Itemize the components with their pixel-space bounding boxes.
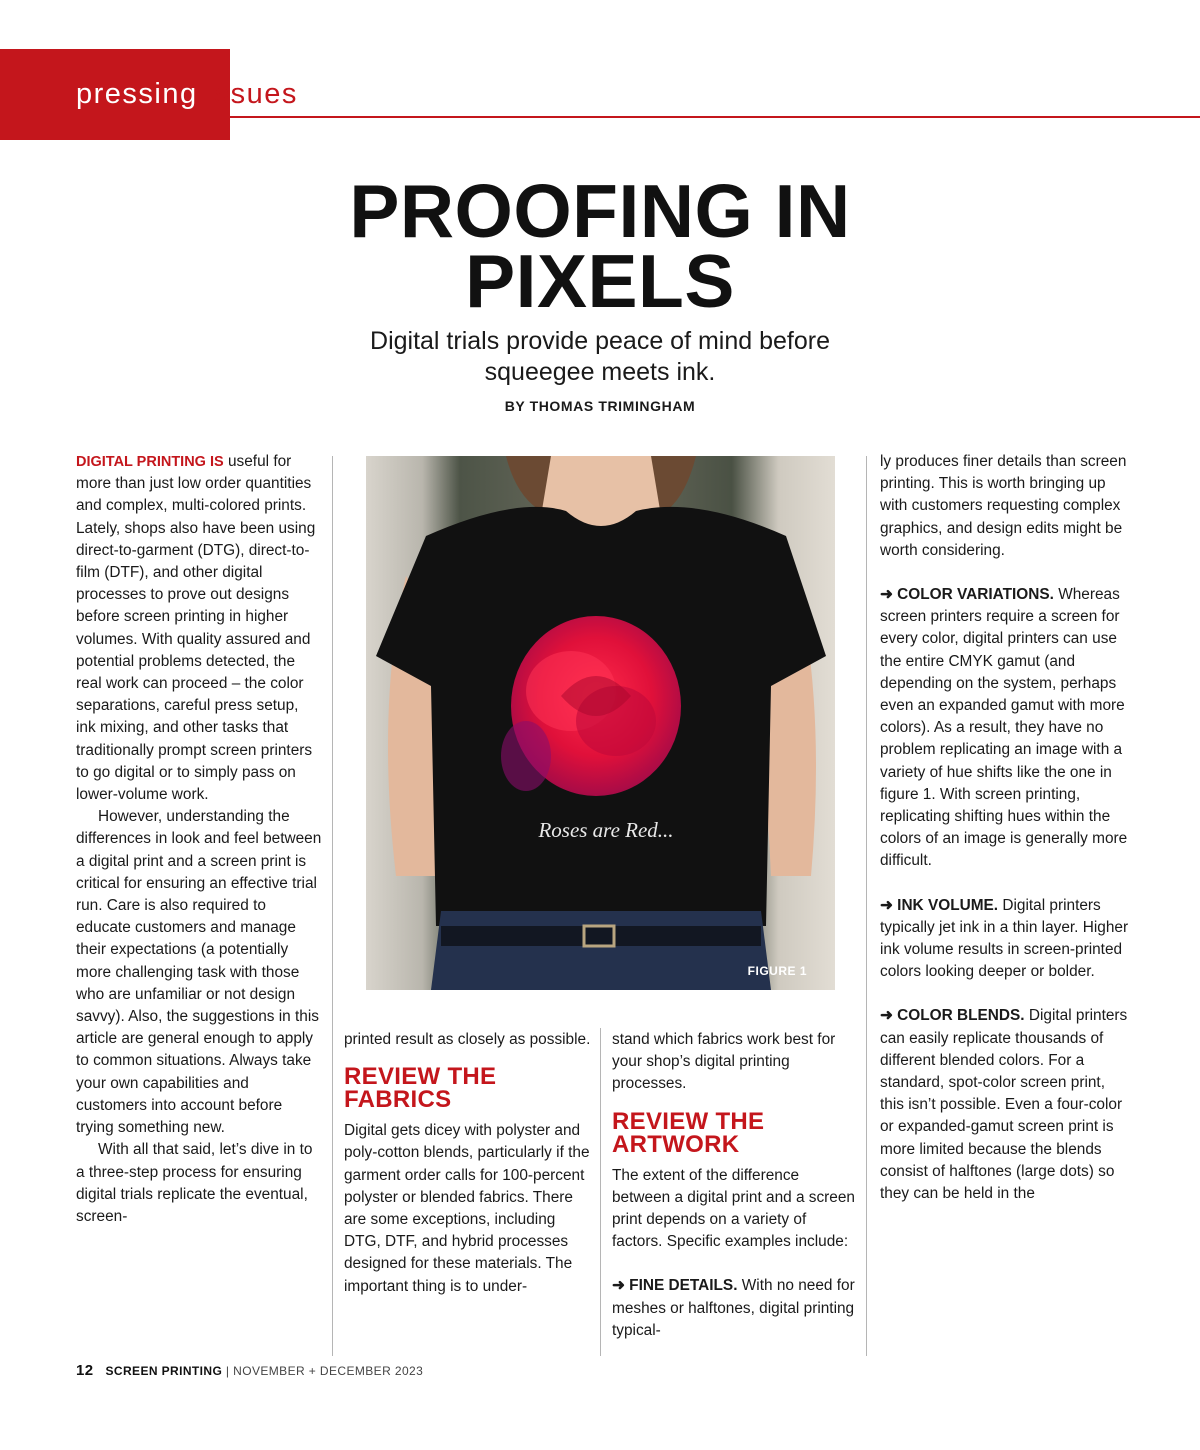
bullet-heading: ➜ COLOR VARIATIONS. [880,586,1054,604]
deck-line-1: Digital trials provide peace of mind before [370,327,830,355]
body-paragraph: With all that said, let’s dive in to a three-step process for ensuring digital trials replicate the eventual, screen- [76,1141,313,1225]
section-rule [0,116,1200,118]
lead-in: DIGITAL PRINTING IS [76,454,224,470]
body-paragraph [76,451,322,806]
article-deck [0,326,1200,388]
page-number: 12 [76,1362,94,1379]
column-divider-2 [600,1028,601,1356]
column-1 [76,451,322,1228]
paragraph-text: useful for more than just low order quantities and complex, multi-colored prints. Lately, shops also have been using direct-to-garment (DTG), direct-to-film (DTF), and other digital processes to prove out designs before screen printing in higher volumes. With quality assured and potential problems detected, the real work can proceed – the color separations, careful press setup, ink mixing, and other tasks that traditionally prompt screen printers to go digital or to simply pass on lower-volume work. [76,453,316,804]
body-paragraph: However, understanding the differences in look and feel between a digital print and a screen print is critical for ensuring an effective trial run. Care is also required to educate customers and manage their expectations (a potentially more challenging task with those who are unfamiliar or not design savvy). Also, the suggestions in this article are general enough to apply to common situations. Always take your own capabilities and customers into account before trying something new. [76,808,322,1137]
subhead-review-fabrics: REVIEW THE FABRICS [344,1063,497,1114]
byline: BY THOMAS TRIMINGHAM [504,398,696,414]
bullet-color-variations [880,584,1130,873]
section-word-1: pressing [76,78,198,110]
body-paragraph: Digital gets dicey with polyster and poly-cotton blends, particularly if the garment order calls for 100-percent polyster or blended fabrics. There are some exceptions, including DTG, DTF, and hybrid processes designed for these materials. The important thing is to under- [344,1122,590,1295]
figure-1-photo [366,456,835,990]
bullet-heading: ➜ INK VOLUME. [880,896,999,914]
bullet-text: Digital printers typically jet ink in a thin layer. Higher ink volume results in screen-printed colors looking deeper or bolder. [880,896,1129,981]
figure-label: FIGURE 1 [747,964,807,978]
shirt-print-text: Roses are Red... [538,818,674,842]
section-word-2: issues [206,78,298,110]
headline-line-2: PIXELS [465,239,735,323]
magazine-name: SCREEN PRINTING [105,1364,223,1378]
bullet-fine-details [612,1275,860,1342]
body-paragraph: The extent of the difference between a digital print and a screen print depends on a variety of factors. Specific examples include: [612,1166,855,1251]
bullet-heading: ➜ COLOR BLENDS. [880,1007,1025,1025]
section-label [76,76,298,112]
bullet-color-blends [880,1005,1130,1205]
column-divider-1 [332,456,333,1356]
body-paragraph: stand which fabrics work best for your shop’s digital printing processes. [612,1031,836,1093]
article-headline [0,169,1200,323]
bullet-text: With no need for meshes or halftones, digital printing typical- [612,1277,855,1339]
column-2 [344,1029,592,1298]
body-paragraph: ly produces finer details than screen printing. This is worth bringing up with customers requesting complex graphics, and design edits might be worth considering. [880,453,1127,559]
headline-line-1: PROOFING IN [349,169,851,253]
column-3 [612,1029,860,1342]
column-4 [880,451,1130,1205]
page-footer [76,1362,423,1379]
bullet-text: Whereas screen printers require a screen for every color, digital printers can use the entire CMYK gamut (and depending on the system, perhaps even an expanded gamut with more colors). As a result, they have no problem replicating an image with a variety of hue shifts like the one in figure 1. With screen printing, replicating shifting hues within the colors of an image is generally more difficult. [880,586,1128,870]
bullet-text: Digital printers can easily replicate thousands of different blended colors. For a standard, spot-color screen print, this isn’t possible. Even a four-color or expanded-gamut screen print is more limited because the blends consist of halftones (large dots) so they can be held in the [880,1007,1128,1203]
photo-illustration [366,456,835,990]
body-paragraph: printed result as closely as possible. [344,1031,591,1048]
subhead-review-artwork: REVIEW THE ARTWORK [612,1107,765,1158]
bullet-heading: ➜ FINE DETAILS. [612,1277,738,1295]
issue-date: | NOVEMBER + DECEMBER 2023 [225,1364,424,1378]
bullet-ink-volume [880,895,1130,984]
column-divider-3 [866,456,867,1356]
deck-line-2: squeegee meets ink. [484,358,716,386]
